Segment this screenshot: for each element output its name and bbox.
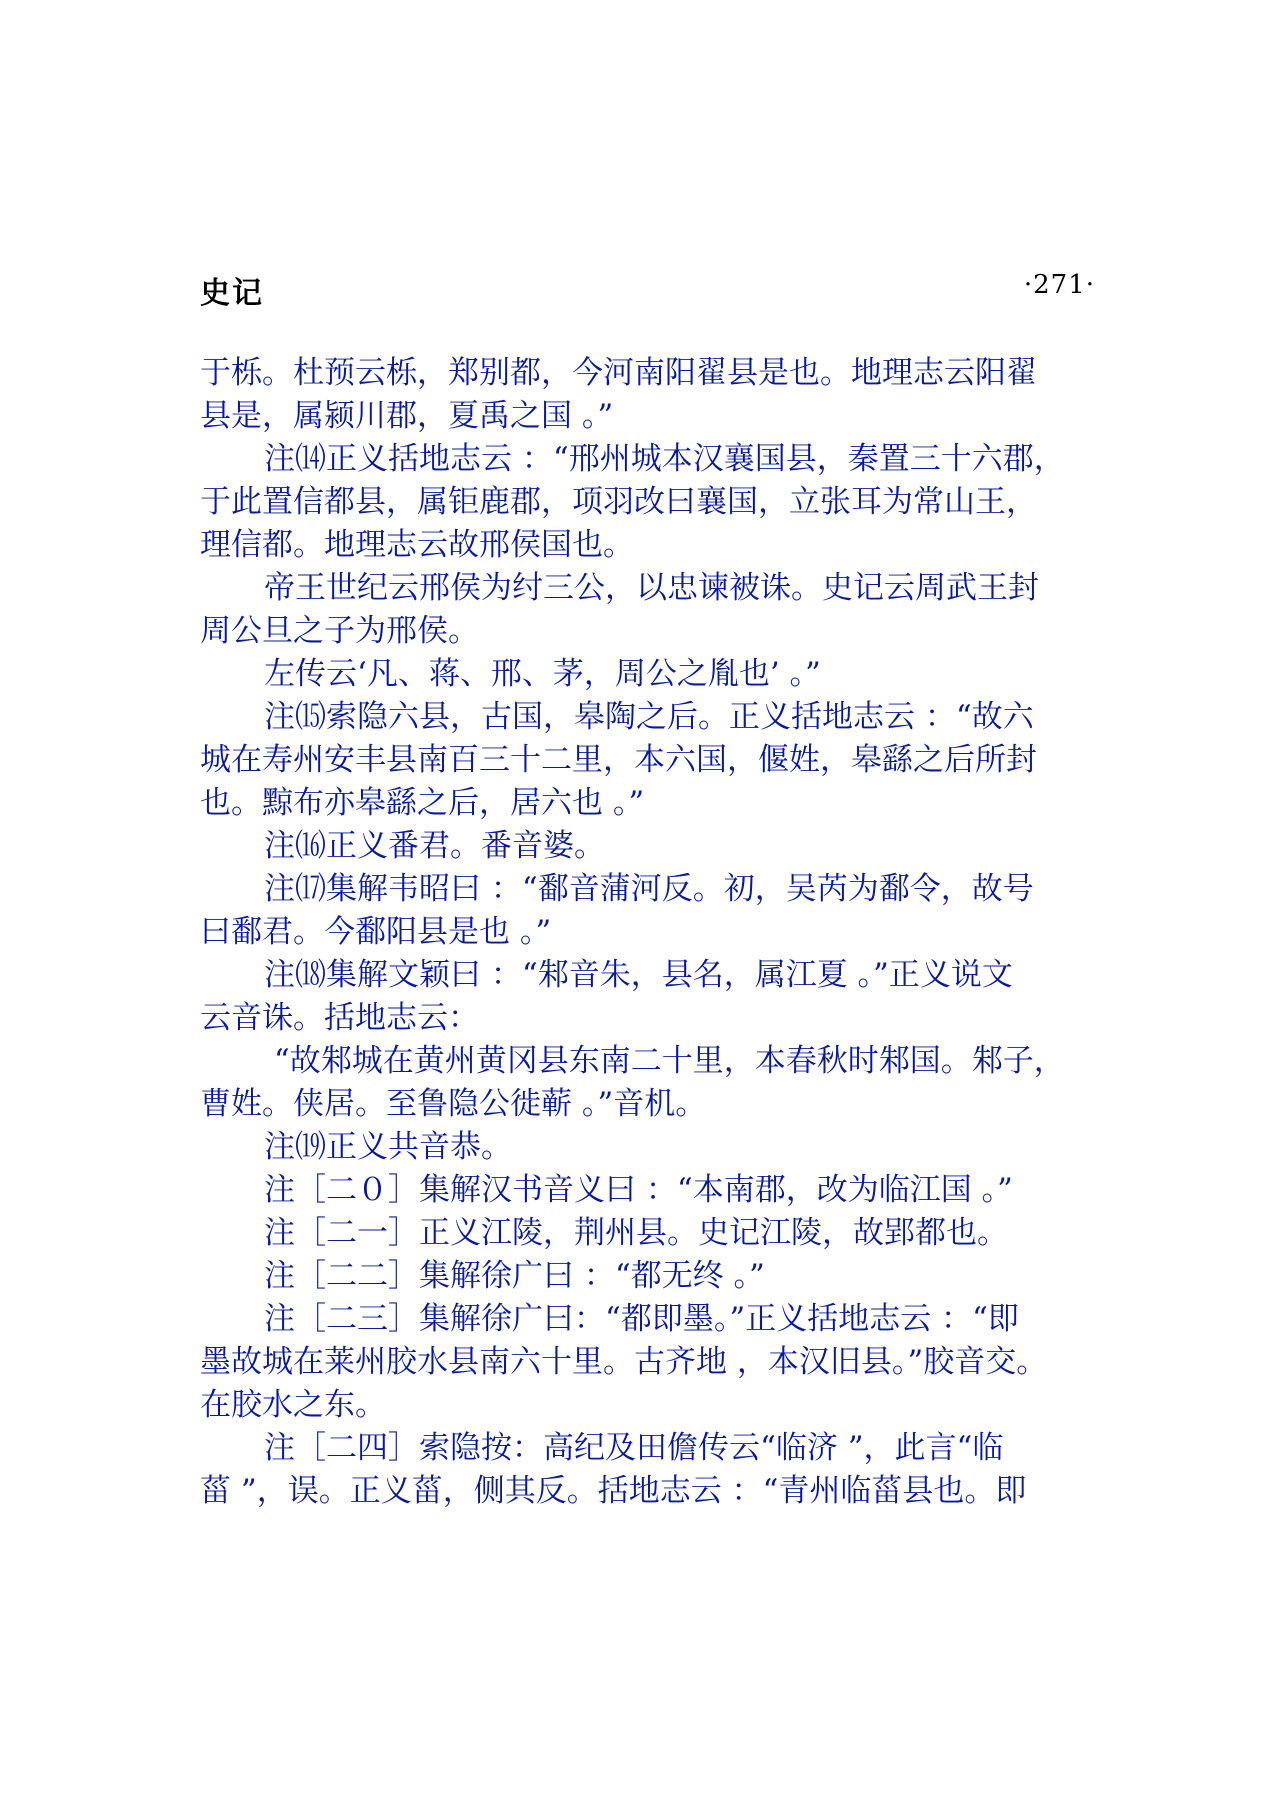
- text-line: 注⒆正义共音恭。: [264, 1129, 512, 1165]
- text-line: 注⒃正义番君。番音婆。: [264, 828, 605, 864]
- text-line: 菑 ”，误。正义菑，侧其反。括地志云 ：“青州临菑县也。即: [200, 1473, 1027, 1509]
- text-line: 周公旦之子为邢侯。: [200, 613, 479, 649]
- text-line: 注［二０］集解汉书音义曰 ：“本南郡，改为临江国 。”: [264, 1172, 1013, 1208]
- text-line: 云音诛。括地志云：: [200, 1000, 479, 1036]
- text-line: 在胶水之东。: [200, 1387, 386, 1423]
- text-line: 注⒁正义括地志云 ：“邢州城本汉襄国县，秦置三十六郡，: [264, 441, 1065, 477]
- text-line: 理信都。地理志云故邢侯国也。: [200, 527, 634, 563]
- text-line: 墨故城在莱州胶水县南六十里。古齐地 ，本汉旧县。”胶音交。: [200, 1344, 1048, 1380]
- text-line: 注［二四］索隐按：高纪及田儋传云“临济 ”，此言“临: [264, 1430, 1004, 1466]
- text-line: 注⒅集解文颖曰 ：“邾音朱，县名，属江夏 。”正义说文: [264, 957, 1013, 993]
- text-line: 注［二二］集解徐广曰 ：“都无终 。”: [264, 1258, 765, 1294]
- text-line: 左传云‘凡、蒋、邢、茅，周公之胤也’ 。”: [264, 656, 821, 692]
- text-line: 曰鄱君。今鄱阳县是也 。”: [200, 914, 552, 950]
- page-number: ·271·: [1023, 270, 1095, 300]
- text-line: 城在寿州安丰县南百三十二里，本六国，偃姓，皋繇之后所封: [200, 742, 1037, 778]
- text-line: 县是，属颍川郡，夏禹之国 。”: [200, 398, 614, 434]
- book-title: 史记: [200, 276, 264, 311]
- text-line: 于此置信都县，属钜鹿郡，项羽改曰襄国，立张耳为常山王，: [200, 484, 1037, 520]
- text-line: 曹姓。侠居。至鲁隐公徙蕲 。”音机。: [200, 1086, 707, 1122]
- text-line: 注⒂索隐六县，古国，皋陶之后。正义括地志云 ：“故六: [264, 699, 1034, 735]
- text-line: 注［二一］正义江陵，荆州县。史记江陵，故郢都也。: [264, 1215, 1008, 1251]
- text-line: 注⒄集解韦昭曰 ：“鄱音蒲河反。初，吴芮为鄱令，故号: [264, 871, 1034, 907]
- text-line: “故邾城在黄州黄冈县东南二十里，本春秋时邾国。邾子，: [264, 1043, 1065, 1079]
- body-text: [200, 352, 1100, 1513]
- text-line: 于栎。杜预云栎，郑别都，今河南阳翟县是也。地理志云阳翟: [200, 355, 1037, 391]
- text-line: 注［二三］集解徐广曰：“都即墨。”正义括地志云 ：“即: [264, 1301, 1019, 1337]
- text-line: 也。黥布亦皋繇之后，居六也 。”: [200, 785, 645, 821]
- running-head: [200, 268, 1095, 311]
- text-line: 帝王世纪云邢侯为纣三公，以忠谏被诛。史记云周武王封: [264, 570, 1039, 606]
